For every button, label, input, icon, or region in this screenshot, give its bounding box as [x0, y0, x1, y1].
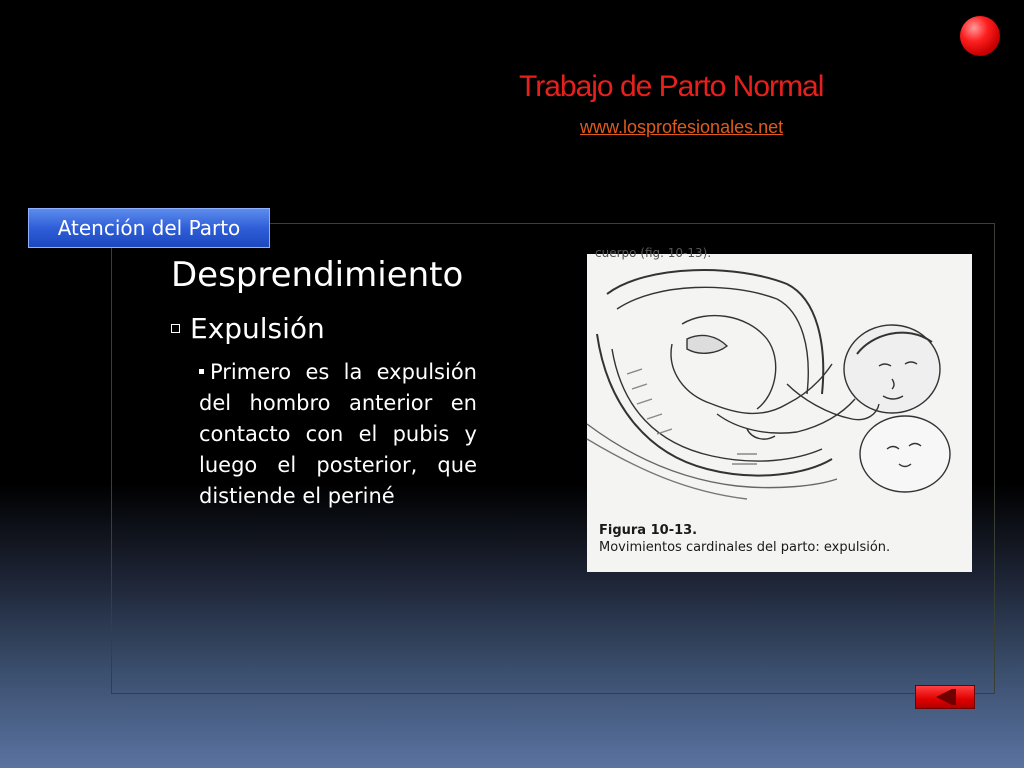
figure: [587, 246, 972, 572]
bullet-text: Expulsión: [190, 312, 325, 345]
page-title: Trabajo de Parto Normal: [519, 70, 824, 103]
slide-heading: Desprendimiento: [171, 255, 464, 295]
birth-illustration-image: [587, 254, 972, 514]
small-square-bullet-icon: [199, 369, 204, 374]
bullet-item: [171, 312, 325, 345]
sub-bullet-text: Primero es la expulsión del hombro anterior en contacto con el pubis y luego el posterior, que distiende el periné: [199, 360, 477, 508]
back-arrow-icon: [916, 686, 974, 708]
sub-bullet-item: [199, 357, 477, 512]
back-button[interactable]: [915, 685, 975, 709]
figure-caption-label: Figura 10-13.: [599, 523, 698, 538]
figure-caption: [599, 522, 890, 556]
square-bullet-icon: [171, 324, 180, 333]
red-circle-icon[interactable]: [960, 16, 1000, 56]
figure-cropped-text: cuerpo (fig. 10-13).: [595, 246, 712, 260]
website-link[interactable]: www.losprofesionales.net: [580, 117, 784, 137]
section-tab: [28, 208, 270, 248]
section-tab-label: Atención del Parto: [57, 216, 241, 240]
figure-caption-text: Movimientos cardinales del parto: expulsión.: [599, 540, 891, 555]
